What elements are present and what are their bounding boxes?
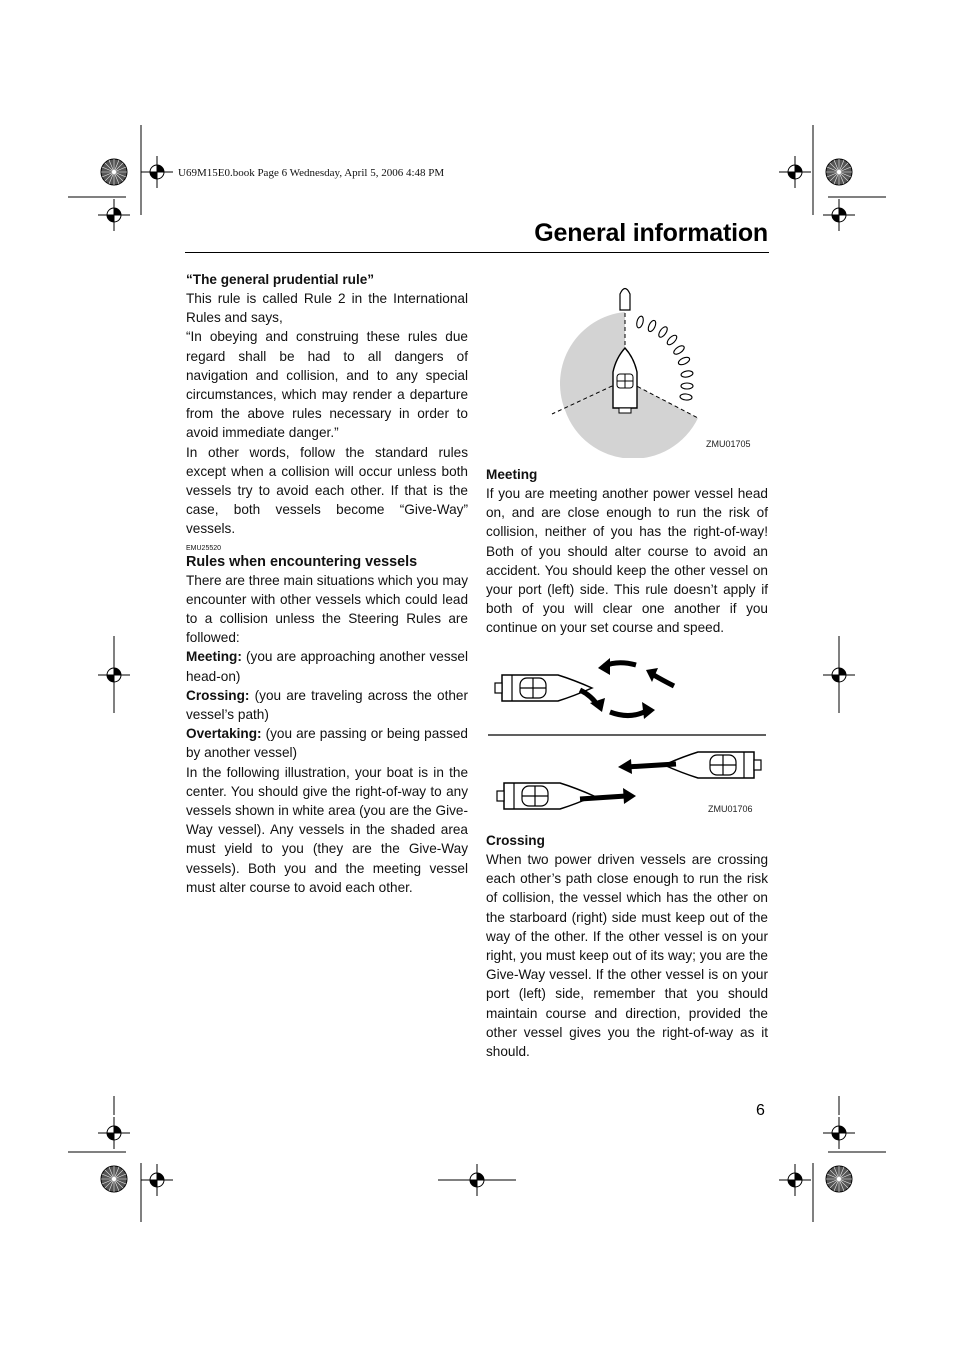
vessel-maneuver-figure: [486, 648, 770, 820]
title-divider: [185, 252, 769, 253]
section-code: EMU25520: [186, 544, 222, 552]
right-arrow-icon: [580, 796, 626, 799]
crossing-term: Crossing:: [186, 687, 250, 703]
turn-arrow-icon-4: [652, 674, 674, 686]
left-arrow-icon: [626, 764, 676, 767]
prudential-rule-intro: This rule is called Rule 2 in the International Rules and says,: [186, 291, 468, 326]
left-column: [186, 270, 468, 897]
right-column-crossing: [486, 831, 768, 1061]
starboard-vessel-icons: [636, 315, 694, 400]
crossing-definition: [186, 686, 468, 724]
print-header-note: U69M15E0.book Page 6 Wednesday, April 5, 2006 4:48 PM: [178, 167, 445, 179]
turn-arrow-icon-2: [610, 710, 648, 716]
give-way-zone-figure: [540, 280, 770, 458]
meeting-heading: Meeting: [486, 467, 538, 482]
prudential-rule-quote: “In obeying and construing these rules due regard shall be had to all dangers of navigation and collision, and to any special circumstances, which may render a departure from the above rules necessary in order to avoid immediate danger.”: [186, 329, 468, 441]
overtaking-description: (you are passing or being passed by another vessel): [186, 726, 468, 761]
meeting-description: (you are approaching another vessel head-on): [186, 649, 468, 684]
figure-code-top: ZMU01705: [706, 439, 751, 449]
crossing-description: (you are traveling across the other vessel’s path): [186, 687, 468, 723]
prudential-rule-explanation: In other words, follow the standard rules except when a collision will occur unless both vessels try to avoid each other. If that is the case, both vessels become “Give-Way” vessels.: [186, 444, 468, 537]
meeting-text: If you are meeting another power vessel head on, and are close enough to run the risk of collision, neither of you has the right-of-way! Both of you should alter course to avoid an accident. You should keep the other vessel on your port (left) side. This rule doesn’t apply if both of you will clear one another if you continue on your set course and speed.: [486, 486, 768, 636]
crossing-heading: Crossing: [486, 833, 545, 848]
crossing-text: When two power driven vessels are crossing each other’s path close enough to run the risk of collision, the vessel which has the other on the starboard (right) side must keep out of the way of the other. If the other vessel is on your right, you must keep out of its way; you are the Give-Way vessel. If the other vessel is on your port (left) side, remember that you should maintain course and direction, provided the other vessel gives you the right-of-way as it should.: [486, 852, 768, 1060]
rules-intro: There are three main situations which you may encounter with other vessels which could lead to a collision unless the Steering Rules are followed:: [186, 572, 468, 646]
page-number: 6: [756, 1102, 765, 1119]
right-lower-boat-icon: [664, 752, 761, 778]
left-lower-boat-icon: [497, 783, 594, 809]
page-title: General information: [534, 219, 768, 247]
right-column-meeting: [486, 465, 768, 638]
rules-section-heading: Rules when encountering vessels: [186, 553, 418, 570]
overtaking-term: Overtaking:: [186, 726, 262, 742]
prudential-rule-heading: “The general prudential rule”: [186, 272, 375, 287]
meeting-definition: [186, 647, 468, 685]
illustration-explanation: In the following illustration, your boat is in the center. You should give the right-of-way to any vessels shown in white area (you are the Give-Way vessel). Any vessels in the shaded area must yield to you (they are the Give-Way vessels). Both you and the meeting vessel must alter course to avoid each other.: [186, 764, 468, 895]
left-boat-icon: [495, 675, 592, 701]
approaching-boat-icon: [620, 289, 630, 311]
figure-code-bottom: ZMU01706: [708, 804, 753, 814]
meeting-term: Meeting:: [186, 649, 242, 665]
overtaking-definition: [186, 724, 468, 762]
